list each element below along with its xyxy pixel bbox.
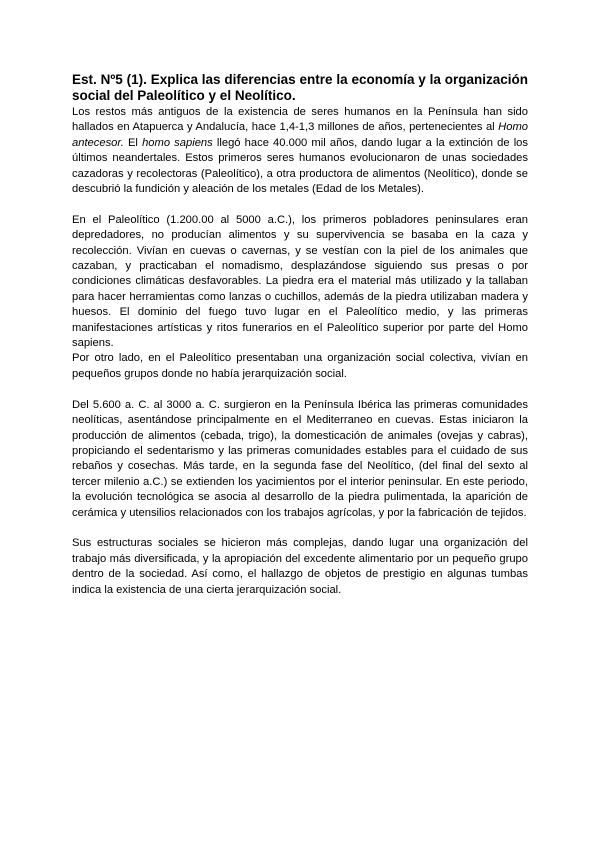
- intro-species-antecesor: Homo antecesor.: [72, 121, 528, 149]
- question-title: Est. Nº5 (1). Explica las diferencias entre la economía y la organización social del Paleolítico y el Neolítico.: [72, 72, 528, 103]
- intro-text-c: El: [123, 136, 143, 149]
- intro-species-sapiens: homo sapiens: [142, 136, 213, 149]
- paragraph-intro: [72, 105, 528, 197]
- paragraph-neolithic-society: Sus estructuras sociales se hicieron más complejas, dando lugar una organización del trabajo más diversificada, y la apropiación del excedente alimentario por un pequeño grupo dentro de la sociedad. Así como, el hallazgo de objetos de prestigio en algunas tumbas indica la existencia de una cierta jerarquización social.: [72, 537, 528, 596]
- paragraph-neolithic-economy: Del 5.600 a. C. al 3000 a. C. surgieron en la Península Ibérica las primeras comunidades neolíticas, asentándose principalmente en el Mediterraneo en cuevas. Estas iniciaron la producción de alimentos (cebada, trigo), la domesticación de animales (ovejas y cabras), propiciando el sedentarismo y las primeras comunidades estables para el cuidado de sus rebaños y cosechas. Más tarde, en la segunda fase del Neolítico, (del final del sexto al tercer milenio a.C.) se extienden los yacimientos por el interior peninsular. En este periodo, la evolución tecnológica se asocia al desarrollo de la piedra pulimentada, la aparición de cerámica y utensilios relacionados con los trabajos agrícolas, y por la fabricación de tejidos.: [72, 398, 528, 519]
- paragraph-gap: [72, 382, 528, 397]
- intro-text-a: Los restos más antiguos de la existencia de seres humanos en la Península han sido hallados en Atapuerca y Andalucía, hace 1,4-1,3 millones de años, pertenecientes al: [72, 106, 528, 134]
- paragraph-gap: [72, 197, 528, 212]
- document-page: [72, 72, 528, 598]
- paragraph-paleolithic-society: Por otro lado, en el Paleolítico presentaban una organización social colectiva, vivían en pequeños grupos donde no había jerarquización social.: [72, 352, 528, 380]
- intro-text-e: llegó hace 40.000 mil años, dando lugar a la extinción de los últimos neandertales. Estos primeros seres humanos evolucionaron de unas sociedades cazadoras y recolectoras (Paleolítico), a otra productora de alimentos (Neolítico), donde se descubrió la fundición y aleación de los metales (Edad de los Metales).: [72, 136, 528, 196]
- paragraph-gap: [72, 521, 528, 536]
- paragraph-paleolithic-economy: En el Paleolítico (1.200.00 al 5000 a.C.), los primeros pobladores peninsulares eran depredadores, no producían alimentos y su supervivencia se basaba en la caza y recolección. Vivían en cuevas o cavernas, y se vestían con la piel de los animales que cazaban, y practicaban el nomadismo, desplazándose siguiendo sus presas o por condiciones climáticas desfavorables. La piedra era el material más utilizado y la tallaban para hacer herramientas como lanzas o cuchillos, además de la piedra utilizaban madera y huesos. El dominio del fuego tuvo lugar en el Paleolítico medio, y las primeras manifestaciones artísticas y ritos funerarios en el Paleolítico superior por parte del Homo sapiens.: [72, 213, 528, 350]
